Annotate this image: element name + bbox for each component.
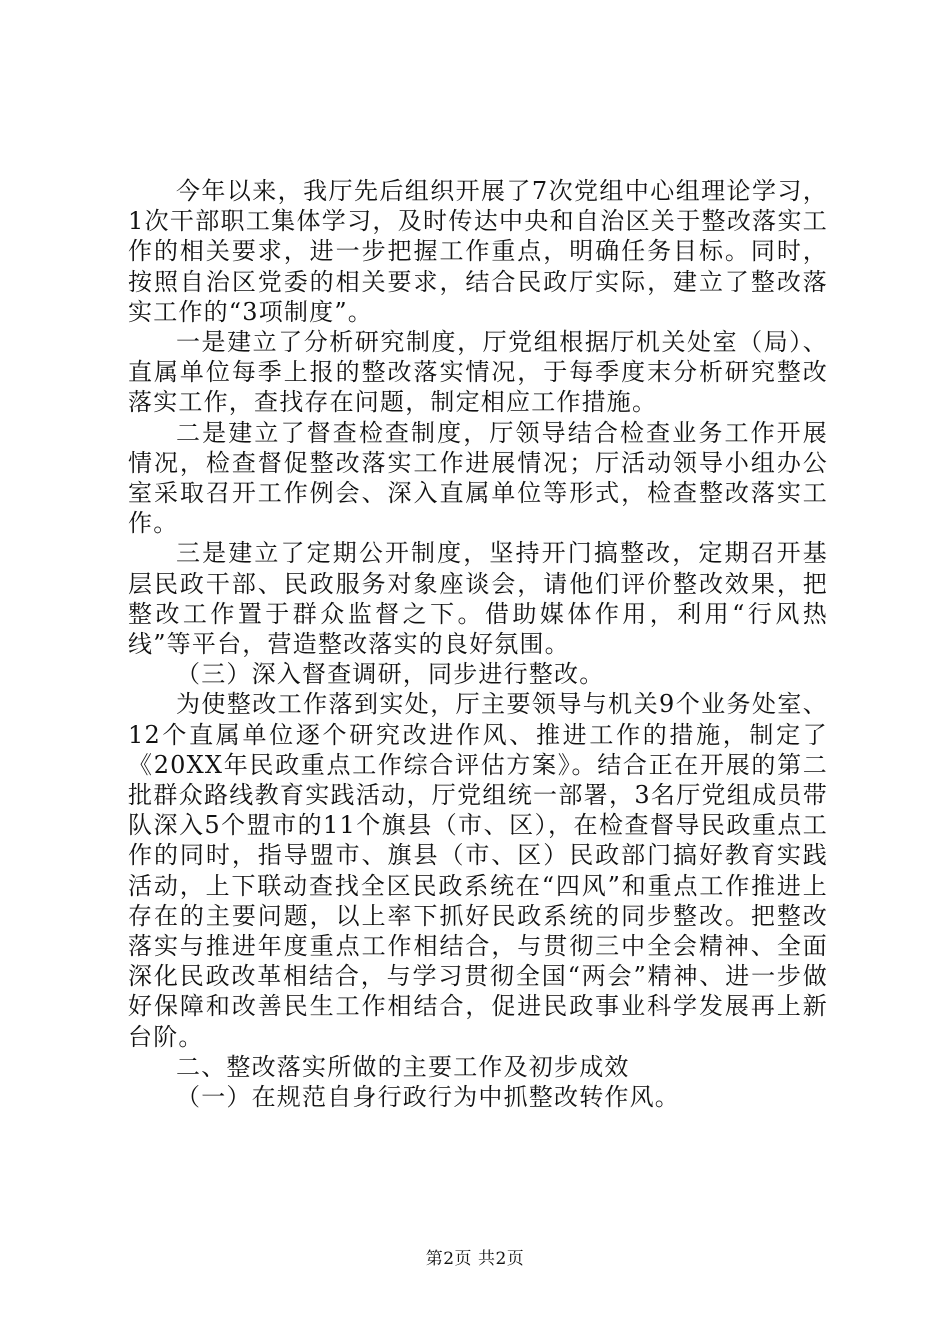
paragraph-inspection-system: 二是建立了督查检查制度，厅领导结合检查业务工作开展情况，检查督促整改落实工作进展情况；厅活动领导小组办公室采取召开工作例会、深入直属单位等形式，检查整改落实工作。 bbox=[128, 418, 828, 538]
document-body bbox=[128, 176, 828, 1112]
paragraph-rectification-research: 为使整改工作落到实处，厅主要领导与机关9个业务处室、12个直属单位逐个研究改进作风、推进工作的措施，制定了《20XX年民政重点工作综合评估方案》。结合正在开展的第二批群众路线教育实践活动，厅党组统一部署，3名厅党组成员带队深入5个盟市的11个旗县（市、区），在检查督导民政重点工作的同时，指导盟市、旗县（市、区）民政部门搞好教育实践活动，上下联动查找全区民政系统在“四风”和重点工作推进上存在的主要问题，以上率下抓好民政系统的同步整改。把整改落实与推进年度重点工作相结合，与贯彻三中全会精神、全面深化民政改革相结合，与学习贯彻全国“两会”精神、进一步做好保障和改善民生工作相结合，促进民政事业科学发展再上新台阶。 bbox=[128, 690, 828, 1051]
paragraph-analysis-system: 一是建立了分析研究制度，厅党组根据厅机关处室（局）、直属单位每季上报的整改落实情况，于每季度末分析研究整改落实工作，查找存在问题，制定相应工作措施。 bbox=[128, 328, 828, 417]
paragraph-study-summary: 今年以来，我厅先后组织开展了7次党组中心组理论学习，1次干部职工集体学习，及时传达中央和自治区关于整改落实工作的相关要求，进一步把握工作重点，明确任务目标。同时，按照自治区党委的相关要求，结合民政厅实际，建立了整改落实工作的“3项制度”。 bbox=[128, 177, 828, 326]
section-heading-1: （一）在规范自身行政行为中抓整改转作风。 bbox=[176, 1083, 680, 1112]
page-number-footer: 第2页 共2页 bbox=[425, 1249, 525, 1269]
section-heading-main-work: 二、整改落实所做的主要工作及初步成效 bbox=[176, 1052, 630, 1081]
paragraph-disclosure-system: 三是建立了定期公开制度，坚持开门搞整改，定期召开基层民政干部、民政服务对象座谈会，请他们评价整改效果，把整改工作置于群众监督之下。借助媒体作用，利用“行风热线”等平台，营造整改落实的良好氛围。 bbox=[128, 539, 828, 659]
section-heading-3: （三）深入督查调研，同步进行整改。 bbox=[176, 660, 605, 689]
